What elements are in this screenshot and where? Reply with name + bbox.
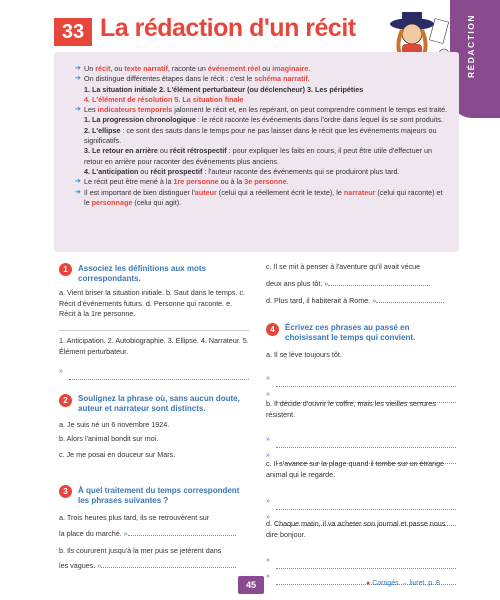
lesson-paragraph: ➔ Les indicateurs temporels jalonnent le récit et, en les repérant, on peut comprendre comment le temps est traité. xyxy=(75,105,448,115)
lesson-text xyxy=(75,64,448,208)
pencil-icon: » xyxy=(59,368,63,375)
ex3-sentence-a: a. Trois heures plus tard, ils se retrouvèrent sur xyxy=(59,513,210,522)
ex3-answer-d[interactable]: d. Plus tard, il habiterait à Rome. » xyxy=(266,296,456,308)
sentence-a[interactable]: a. Je suis né un 6 novembre 1924. xyxy=(59,420,170,429)
answer-line[interactable]: » xyxy=(266,549,456,569)
lesson-paragraph: 3. Le retour en arrière ou récit rétrospectif : pour expliquer les faits en cours, il peut être utile d'effectuer un retour en arrière pour raconter des événements plus anciens. xyxy=(84,146,433,166)
page-number: 45 xyxy=(238,576,264,594)
exercise-number-2: 2 xyxy=(59,394,72,407)
lesson-paragraph: ➔ Il est important de bien distinguer l'auteur (celui qui a réellement écrit le texte), le narrateur (celui qui raconte) et le personnage (celui qui agit). xyxy=(75,187,443,207)
lesson-paragraph: ➔ Un récit, ou texte narratif, raconte un événement réel ou imaginaire. xyxy=(75,64,311,73)
answer-line[interactable]: » xyxy=(266,428,456,448)
ex3-answer-a[interactable]: la place du marché. » xyxy=(59,529,249,541)
answers-link[interactable]: ● Corrigés → livret, p. 8 xyxy=(366,580,440,587)
lesson-paragraph: ➔ Le récit peut être mené à la 1re personne ou à la 3e personne. xyxy=(75,177,289,187)
arrow-icon: ➔ xyxy=(75,65,81,72)
exercise-1-words: 1. Anticipation. 2. Autobiographie. 3. Ellipse. 4. Narrateur. 5. Élément perturbateur. xyxy=(59,336,249,356)
lesson-paragraph: 2. L'ellipse : ce sont des sauts dans le temps pour ne pas laisser dans le récit que les événements majeurs ou significatifs. xyxy=(84,125,437,146)
exercise-number-4: 4 xyxy=(266,323,279,336)
ex4-sentence-b: b. Il décide d'ouvrir le coffre, mais les vieilles serrures résistent. xyxy=(266,399,436,419)
bullet-icon: ● xyxy=(366,580,371,587)
ex4-sentence-a: a. Il se lève toujours tôt. xyxy=(266,350,342,359)
exercise-number-3: 3 xyxy=(59,485,72,498)
answer-line[interactable]: » xyxy=(266,444,456,464)
ex3-answer-b[interactable]: les vagues. » xyxy=(59,561,249,573)
lesson-number: 33 xyxy=(54,18,92,46)
lesson-paragraph: 4. L'anticipation ou récit prospectif : l'auteur raconte des événements qui se produiront plus tard. xyxy=(84,166,400,176)
section-tab-label: RÉDACTION xyxy=(466,14,476,79)
sentence-b[interactable]: b. Alors l'animal bondit sur moi. xyxy=(59,434,159,443)
answer-line[interactable]: » xyxy=(266,367,456,387)
exercise-1-text: a. Vient briser la situation initiale. b. Saut dans le temps. c. Récit d'événements futurs. d. Personne qui raconte. e. Récit à la 1re personne. xyxy=(59,288,246,318)
exercise-number-1: 1 xyxy=(59,263,72,276)
answer-line[interactable]: » xyxy=(266,565,456,585)
arrow-icon: ➔ xyxy=(75,106,81,114)
answer-line[interactable] xyxy=(59,360,249,380)
answer-line[interactable]: » xyxy=(266,506,456,526)
lesson-paragraph: 1. La progression chronologique : le récit raconte les événements dans l'ordre dans lequel ils se sont produits. xyxy=(84,115,443,125)
exercise-2-title: Soulignez la phrase où, sans aucun doute, auteur et narrateur sont distincts. xyxy=(78,394,240,413)
exercise-4-title: Écrivez ces phrases au passé en choisissant le temps qui convient. xyxy=(285,323,416,342)
sentence-c[interactable]: c. Je me posai en douceur sur Mars. xyxy=(59,450,176,459)
arrow-icon: ➔ xyxy=(75,178,81,186)
ex4-sentence-c: c. Il s'avance sur la plage quand il tombe sur un étrange animal qui le regarde. xyxy=(266,459,444,479)
ex3-sentence-b: b. Ils coururent jusqu'à la mer puis se jetèrent dans xyxy=(59,546,222,555)
answer-line[interactable]: » xyxy=(266,490,456,510)
arrow-icon: ➔ xyxy=(75,188,81,196)
lesson-paragraph: 1. La situation initiale 2. L'élément perturbateur (ou déclencheur) 3. Les péripéties xyxy=(84,84,364,94)
lesson-paragraph: ➔ On distingue différentes étapes dans le récit : c'est le schéma narratif. xyxy=(75,74,310,84)
ex3-answer-c[interactable]: deux ans plus tôt. » xyxy=(266,279,456,291)
divider xyxy=(59,330,249,331)
arrow-icon: ➔ xyxy=(75,75,81,83)
ex4-sentence-d: d. Chaque matin, il va acheter son journal et passe nous dire bonjour. xyxy=(266,519,446,539)
exercise-1-title: Associez les définitions aux mots correspondants. xyxy=(78,264,207,283)
answer-line[interactable]: » xyxy=(266,383,456,403)
ex3-sentence-c: c. Il se mit à penser à l'aventure qu'il avait vécue xyxy=(266,262,421,271)
lesson-paragraph: 4. L'élément de résolution 5. La situation finale xyxy=(84,94,244,104)
exercise-3-title: À quel traitement du temps correspondent les phrases suivantes ? xyxy=(78,486,240,505)
page-title: La rédaction d'un récit xyxy=(100,14,356,42)
